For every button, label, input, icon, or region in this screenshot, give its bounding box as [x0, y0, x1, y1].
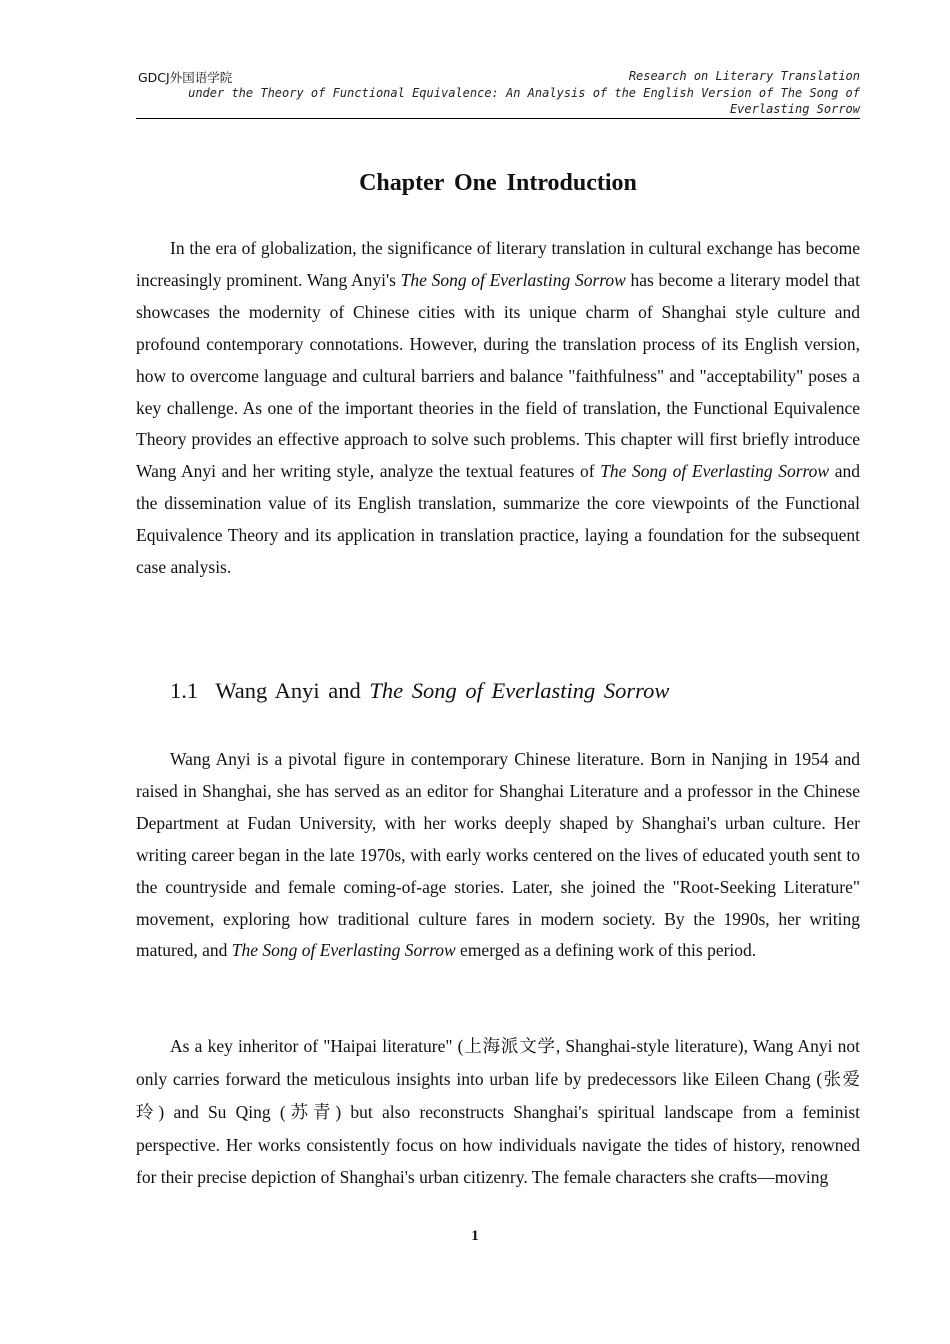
book-title: The Song of Everlasting Sorrow: [369, 678, 670, 703]
section-number: 1.1: [170, 678, 199, 703]
p3-text-b: , Shanghai-style literature), Wang Anyi not only carries forward the meticulous insights into urban life by predecessors like Eileen Chang (: [136, 1036, 860, 1089]
chinese-name: 张爱玲: [136, 1069, 860, 1123]
header-title-line-2: under the Theory of Functional Equivalence: An Analysis of the English Version of The Song of: [188, 85, 860, 100]
book-title: The Song of Everlasting Sorrow: [231, 940, 456, 961]
page-number: 1: [471, 1228, 479, 1244]
p1-text-b: has become a literary model that showcases the modernity of Chinese cities with its unique charm of Shanghai style culture and profound contemporary connotations. However, during the translation process of its English version, how to overcome language and cultural barriers and balance "faithfulness" and "acceptability" poses a key challenge. As one of the important theories in the field of translation, the Functional Equivalence Theory provides an effective approach to solve such problems. This chapter will first briefly introduce Wang Anyi and her writing style, analyze the textual features of: [136, 269, 860, 482]
body-paragraph: [136, 1031, 860, 1194]
chapter-title: Chapter One Introduction: [359, 170, 637, 196]
header-title-line-3: Everlasting Sorrow: [729, 102, 860, 116]
section-heading: [170, 678, 669, 704]
header-title-line-1: Research on Literary Translation: [628, 69, 860, 83]
p3-text-d: ) but also reconstructs Shanghai's spiritual landscape from a feminist perspective. Her works consistently focus on how individuals navigate the tides of history, renowned for their precise depiction of Shanghai's urban citizenry. The female characters she crafts: [136, 1101, 861, 1187]
p1-text-c: and the dissemination value of its English translation, summarize the core viewpoints of the Functional Equivalence Theory and its application in translation practice, laying a foundation for the subsequent case analysis.: [136, 461, 860, 578]
p3-text-c: ) and Su Qing (: [158, 1101, 286, 1122]
book-title: The Song of Everlasting Sorrow: [400, 269, 626, 290]
p1-text-a: In the era of globalization, the significance of literary translation in cultural exchange has become increasingly prominent. Wang Anyi's: [136, 238, 860, 290]
chinese-name: 苏青: [285, 1102, 336, 1123]
chinese-term: 上海派文学: [463, 1037, 556, 1057]
book-title: The Song of Everlasting Sorrow: [600, 461, 830, 482]
em-dash: —: [757, 1166, 775, 1187]
running-header: [136, 68, 860, 119]
p3-text-e: moving: [774, 1166, 829, 1187]
p2-text-a: Wang Anyi is a pivotal figure in contemporary Chinese literature. Born in Nanjing in 1954 and raised in Shanghai, she has served as an editor for Shanghai Literature and a professor in the Chinese Department at Fudan University, with her works deeply shaped by Shanghai's urban culture. Her writing career began in the late 1970s, with early works centered on the lives of educated youth sent to the countryside and female coming-of-age stories. Later, she joined the "Root-Seeking Literature" movement, exploring how traditional culture fares in modern society. By the 1990s, her writing matured, and: [136, 749, 860, 961]
section-label: Wang Anyi and: [215, 678, 361, 703]
body-paragraph: [136, 744, 860, 967]
header-thesis-title: [170, 68, 860, 118]
header-institution: GDCJ外国语学院: [138, 70, 233, 85]
intro-paragraph: [136, 233, 860, 584]
p3-text-a: As a key inheritor of "Haipai literature" (: [170, 1036, 464, 1056]
p2-text-b: emerged as a defining work of this period.: [455, 940, 757, 961]
